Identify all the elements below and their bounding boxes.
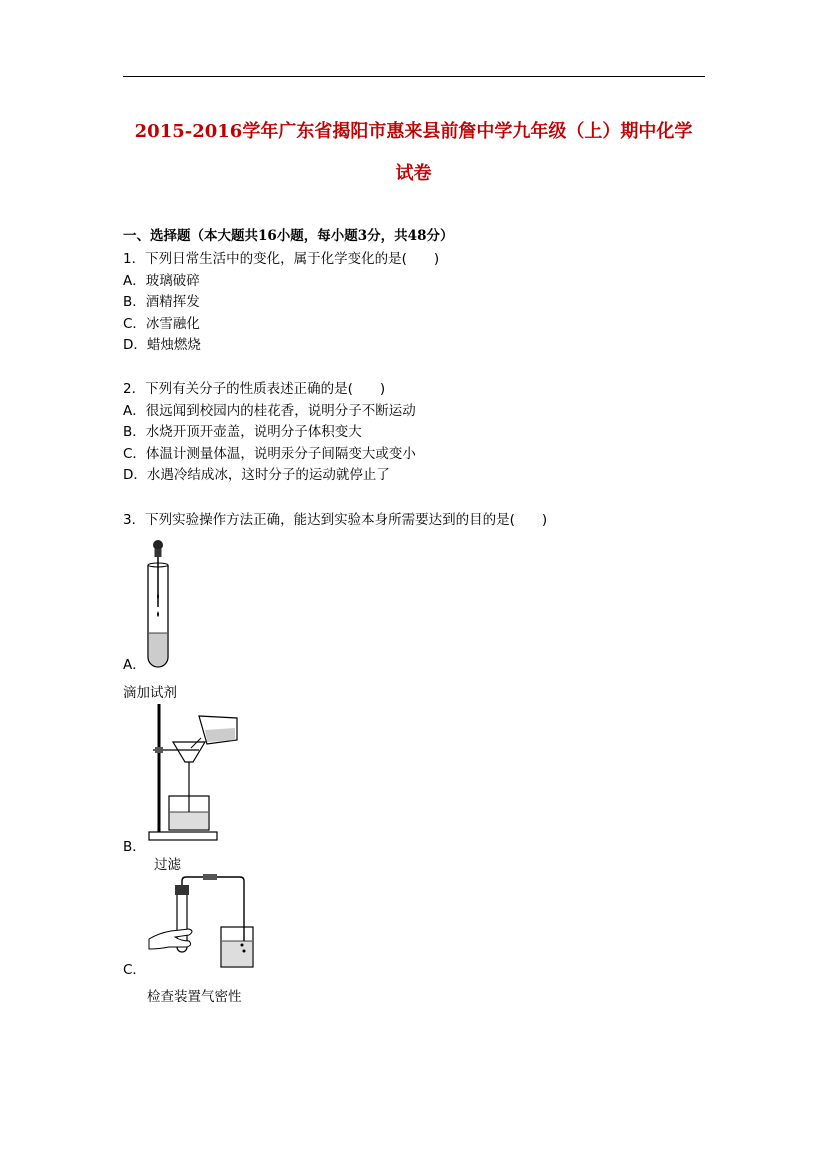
- question-1-stem: 1．下列日常生活中的变化，属于化学变化的是( ): [123, 251, 440, 267]
- question-1-option-d: D．蜡烛燃烧: [123, 337, 201, 353]
- filtration-figure: [145, 704, 245, 849]
- question-3-option-a-letter: A．: [123, 657, 146, 673]
- question-2-option-c: C．体温计测量体温，说明汞分子间隔变大或变小: [123, 446, 416, 462]
- section-heading: 一、选择题（本大题共16小题，每小题3分，共48分）: [123, 228, 454, 244]
- question-3-option-b-letter: B．: [123, 839, 146, 855]
- page-title-cont: 试卷: [395, 163, 432, 184]
- question-3-stem: 3．下列实验操作方法正确，能达到实验本身所需要达到的目的是( ): [123, 512, 548, 528]
- header-rule: [123, 76, 705, 77]
- question-2-stem: 2．下列有关分子的性质表述正确的是( ): [123, 381, 386, 397]
- question-3-option-b-caption: 过滤: [154, 857, 181, 873]
- question-3-option-c-letter: C．: [123, 962, 146, 978]
- question-1-option-b: B．酒精挥发: [123, 294, 200, 310]
- question-2-option-b: B．水烧开顶开壶盖，说明分子体积变大: [123, 424, 362, 440]
- question-3-option-c-caption: 检查装置气密性: [147, 989, 242, 1005]
- airtightness-check-figure: [145, 877, 255, 972]
- dropper-test-tube-figure: [140, 535, 180, 667]
- question-3-option-a-caption: 滴加试剂: [123, 685, 177, 701]
- question-1-option-a: A．玻璃破碎: [123, 273, 200, 289]
- question-1-option-c: C．冰雪融化: [123, 316, 200, 332]
- question-2-option-d: D．水遇冷结成冰，这时分子的运动就停止了: [123, 467, 390, 483]
- page-title: 2015-2016学年广东省揭阳市惠来县前詹中学九年级（上）期中化学: [134, 121, 693, 142]
- question-2-option-a: A．很远闻到校园内的桂花香，说明分子不断运动: [123, 403, 416, 419]
